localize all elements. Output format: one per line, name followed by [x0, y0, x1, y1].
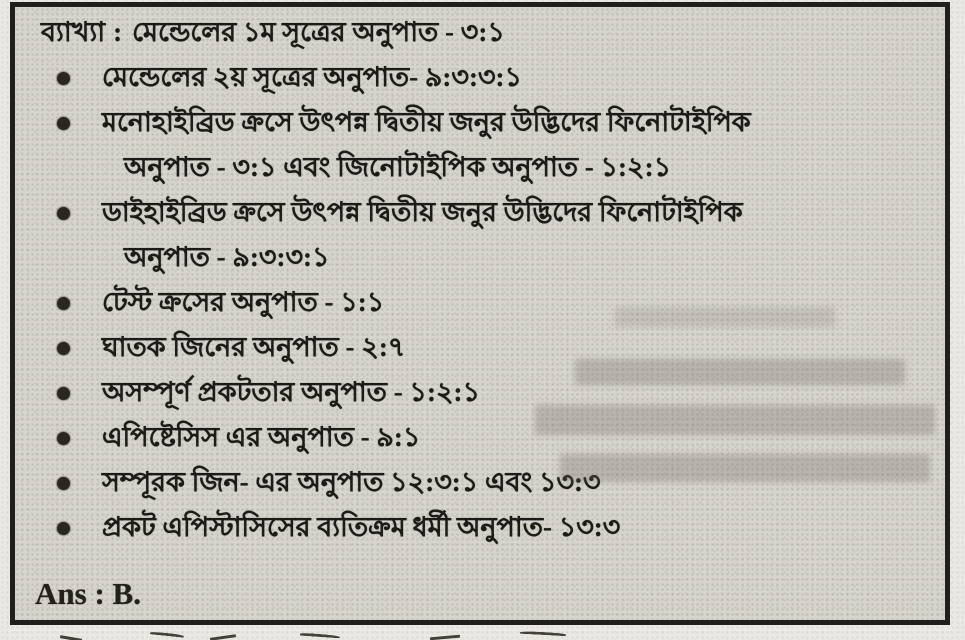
item-text: এপিষ্টেসিস এর অনুপাত - ৯:১ — [102, 422, 421, 452]
list-item — [29, 505, 935, 550]
page-edge-artifact — [150, 631, 184, 638]
item-text: টেস্ট ক্রসের অনুপাত - ১:১ — [102, 287, 385, 317]
item-text: অসম্পূর্ণ প্রকটতার অনুপাত - ১:২:১ — [102, 377, 481, 407]
header-label: ব্যাখ্যা — [41, 17, 106, 47]
bullet-icon — [57, 432, 70, 445]
bullet-icon — [57, 117, 70, 130]
list-item — [29, 325, 935, 370]
item-text: মেন্ডেলের ২য় সূত্রের অনুপাত- ৯:৩:৩:১ — [102, 62, 523, 92]
list-item — [29, 370, 935, 415]
bullet-icon — [57, 477, 70, 490]
page-edge-artifact — [60, 635, 82, 640]
header-colon: : — [113, 17, 123, 47]
bullet-icon — [57, 72, 70, 85]
bullet-icon — [57, 207, 70, 220]
list-item — [29, 100, 935, 190]
item-text: মনোহাইব্রিড ক্রসে উৎপন্ন দ্বিতীয় জনুর উদ্ভিদের ফিনোটাইপিক — [102, 107, 751, 137]
bullet-icon — [57, 297, 70, 310]
explanation-header — [29, 10, 935, 55]
list-item — [29, 190, 935, 280]
item-text: ডাইহাইব্রিড ক্রসে উৎপন্ন দ্বিতীয় জনুর উদ্ভিদের ফিনোটাইপিক — [102, 197, 743, 227]
header-text: মেন্ডেলের ১ম সূত্রের অনুপাত - ৩:১ — [132, 17, 505, 47]
item-text: সম্পূরক জিন- এর অনুপাত ১২:৩:১ এবং ১৩:৩ — [102, 467, 601, 497]
content-frame — [10, 2, 950, 625]
bullet-icon — [57, 342, 70, 355]
list-item — [29, 460, 935, 505]
page-edge-artifact — [430, 635, 460, 640]
item-text-continued: অনুপাত - ৯:৩:৩:১ — [124, 242, 330, 272]
page-edge-artifact — [520, 631, 566, 636]
bullet-icon — [57, 387, 70, 400]
item-text-continued: অনুপাত - ৩:১ এবং জিনোটাইপিক অনুপাত - ১:২:১ — [124, 152, 672, 182]
bullet-icon — [57, 522, 70, 535]
ratio-list — [29, 55, 935, 550]
page-edge-artifact — [300, 633, 340, 639]
page-edge-artifact — [210, 634, 236, 640]
list-item — [29, 280, 935, 325]
item-text: প্রকট এপিস্টাসিসের ব্যতিক্রম ধর্মী অনুপাত- ১৩:৩ — [102, 512, 621, 542]
list-item — [29, 415, 935, 460]
list-item — [29, 55, 935, 100]
answer-label: Ans : B. — [35, 576, 141, 611]
item-text: ঘাতক জিনের অনুপাত - ২:৭ — [102, 332, 406, 362]
